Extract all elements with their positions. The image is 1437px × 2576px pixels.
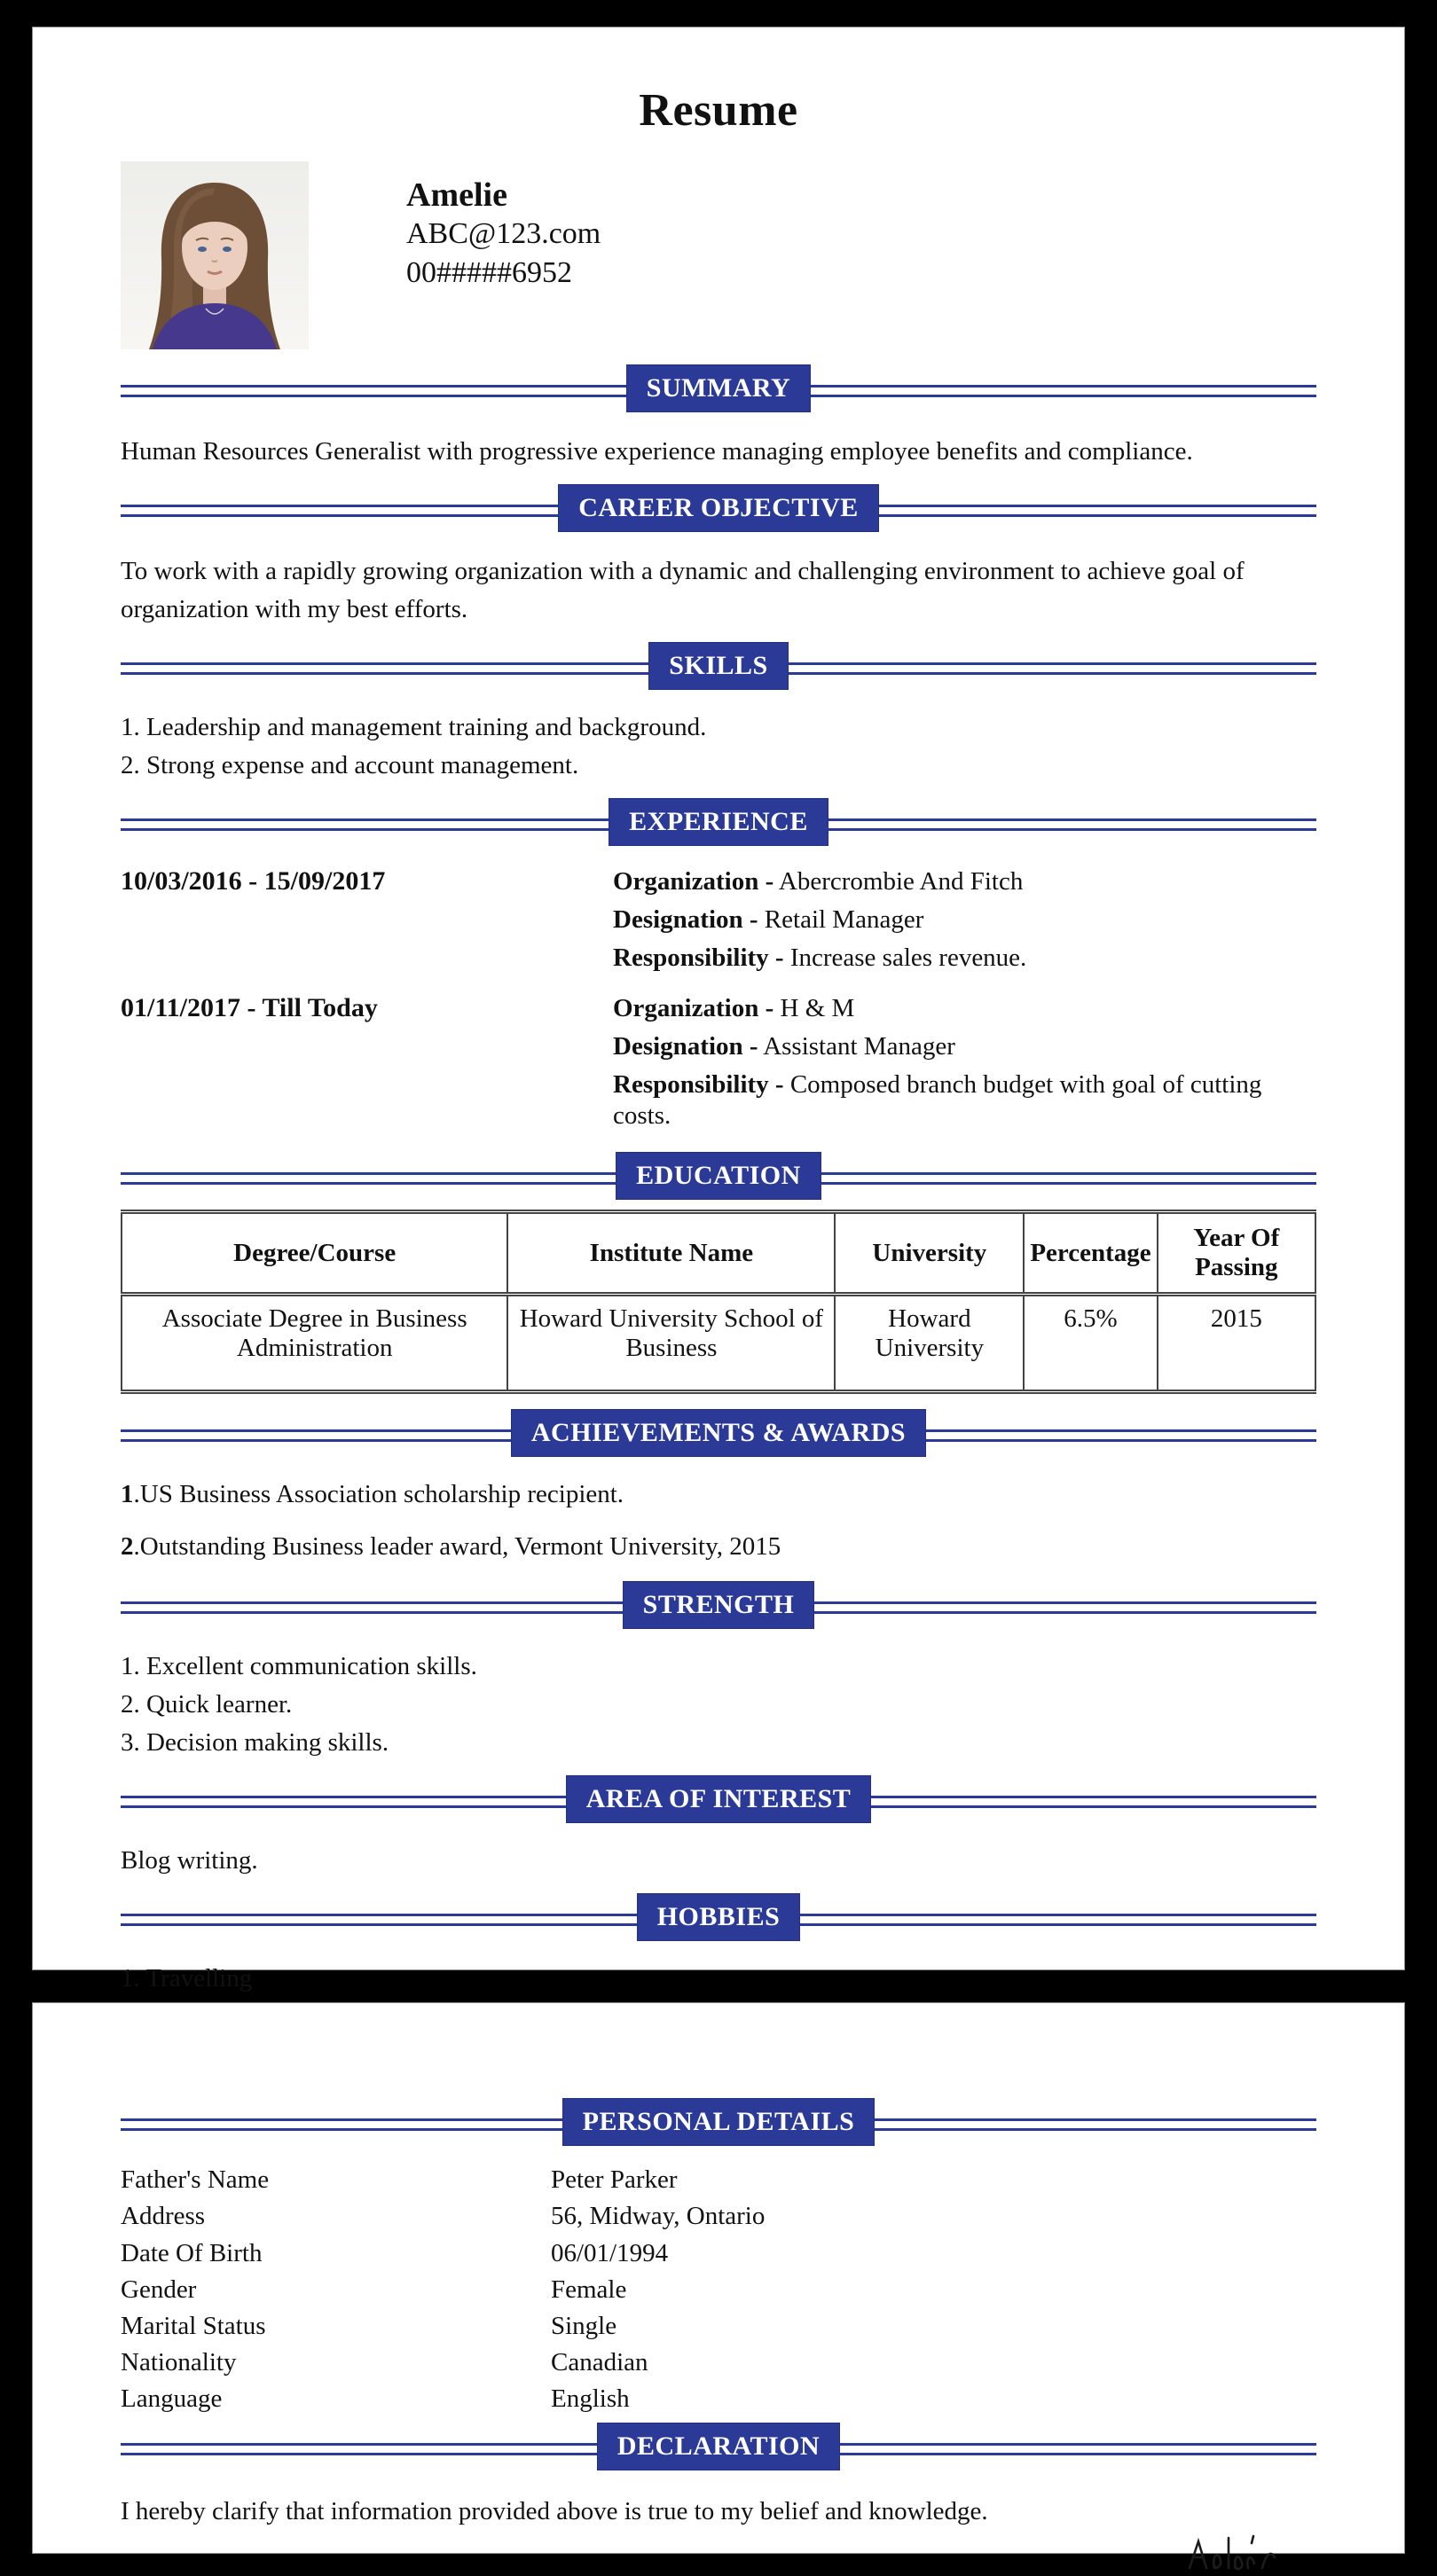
education-data-row bbox=[122, 1295, 1315, 1392]
responsibility-label: Responsibility - bbox=[613, 1070, 784, 1099]
responsibility-label: Responsibility - bbox=[613, 943, 784, 972]
education-header-row bbox=[122, 1212, 1315, 1295]
area-of-interest-text: Blog writing. bbox=[121, 1846, 258, 1875]
section-heading: DECLARATION bbox=[598, 2423, 839, 2470]
personal-detail-row: Gender Female bbox=[121, 2275, 627, 2304]
candidate-phone: 00#####6952 bbox=[406, 256, 572, 289]
education-cell: 2015 bbox=[1158, 1295, 1315, 1392]
section-heading: ACHIEVEMENTS & AWARDS bbox=[512, 1410, 925, 1456]
education-header-cell: Percentage bbox=[1024, 1212, 1157, 1295]
section-personal-details bbox=[121, 2097, 1316, 2147]
hobby-item: 1. Travelling bbox=[121, 1964, 253, 1993]
personal-detail-row: Address 56, Midway, Ontario bbox=[121, 2202, 766, 2230]
section-summary bbox=[121, 364, 1316, 413]
designation-value: Assistant Manager bbox=[763, 1032, 955, 1061]
personal-detail-row: Language English bbox=[121, 2384, 630, 2413]
education-cell: Howard University bbox=[835, 1295, 1024, 1392]
personal-detail-row: Father's Name Peter Parker bbox=[121, 2165, 678, 2194]
section-area-of-interest bbox=[121, 1774, 1316, 1824]
organization-value: Abercrombie And Fitch bbox=[778, 867, 1024, 896]
personal-detail-row: Date Of Birth 06/01/1994 bbox=[121, 2239, 669, 2267]
achievement-item: 2.Outstanding Business leader award, Vermont University, 2015 bbox=[121, 1532, 781, 1561]
section-declaration bbox=[121, 2422, 1316, 2471]
signature bbox=[1184, 2524, 1291, 2576]
section-heading: HOBBIES bbox=[638, 1894, 800, 1940]
section-achievements bbox=[121, 1408, 1316, 1458]
education-cell: 6.5% bbox=[1024, 1295, 1157, 1392]
experience-entry bbox=[121, 866, 1316, 981]
experience-period: 01/11/2017 - Till Today bbox=[121, 993, 378, 1022]
section-heading: PERSONAL DETAILS bbox=[563, 2099, 875, 2145]
section-heading: SUMMARY bbox=[627, 365, 810, 411]
designation-label: Designation - bbox=[613, 905, 758, 934]
skill-item: 2. Strong expense and account management. bbox=[121, 751, 579, 779]
education-header-cell: University bbox=[835, 1212, 1024, 1295]
section-hobbies bbox=[121, 1892, 1316, 1942]
education-table bbox=[121, 1210, 1316, 1394]
resume-page-1 bbox=[32, 27, 1405, 1993]
candidate-email: ABC@123.com bbox=[406, 217, 601, 250]
section-heading: CAREER OBJECTIVE bbox=[559, 485, 878, 531]
personal-detail-row: Marital Status Single bbox=[121, 2312, 617, 2340]
handwritten-signature-icon bbox=[1184, 2524, 1291, 2572]
section-heading: STRENGTH bbox=[624, 1582, 814, 1628]
section-heading: AREA OF INTEREST bbox=[567, 1776, 871, 1822]
section-skills bbox=[121, 641, 1316, 691]
designation-value: Retail Manager bbox=[764, 905, 924, 934]
section-strength bbox=[121, 1580, 1316, 1630]
skill-item: 1. Leadership and management training and background. bbox=[121, 713, 707, 741]
strength-item: 3. Decision making skills. bbox=[121, 1728, 389, 1757]
section-experience bbox=[121, 797, 1316, 847]
education-cell: Associate Degree in Business Administration bbox=[122, 1295, 507, 1392]
education-cell: Howard University School of Business bbox=[507, 1295, 835, 1392]
profile-photo bbox=[121, 161, 309, 349]
section-career-objective bbox=[121, 483, 1316, 533]
section-heading: EXPERIENCE bbox=[609, 799, 828, 845]
responsibility-value: Increase sales revenue. bbox=[789, 943, 1027, 972]
education-header-cell: Degree/Course bbox=[122, 1212, 507, 1295]
contact-block bbox=[406, 161, 601, 349]
strength-item: 2. Quick learner. bbox=[121, 1690, 293, 1719]
organization-value: H & M bbox=[780, 994, 855, 1022]
education-header-cell: Institute Name bbox=[507, 1212, 835, 1295]
personal-detail-row: Nationality Canadian bbox=[121, 2348, 648, 2376]
section-heading: EDUCATION bbox=[616, 1153, 821, 1199]
education-header-cell: Year Of Passing bbox=[1158, 1212, 1315, 1295]
declaration-text: I hereby clarify that information provided above is true to my belief and knowledge. bbox=[121, 2497, 988, 2525]
career-objective-text: To work with a rapidly growing organization with a dynamic and challenging environment to achieve goal of organization with my best efforts. bbox=[121, 557, 1245, 623]
profile-header bbox=[121, 161, 1316, 349]
experience-period: 10/03/2016 - 15/09/2017 bbox=[121, 866, 386, 896]
responsibility-value: Composed branch budget with goal of cutting costs. bbox=[613, 1070, 1262, 1130]
achievement-item: 1.US Business Association scholarship recipient. bbox=[121, 1480, 624, 1508]
experience-entry bbox=[121, 993, 1316, 1139]
organization-label: Organization - bbox=[613, 994, 774, 1022]
summary-text: Human Resources Generalist with progressive experience managing employee benefits and compliance. bbox=[121, 437, 1193, 466]
designation-label: Designation - bbox=[613, 1032, 758, 1061]
resume-page-2 bbox=[32, 2002, 1405, 2554]
section-education bbox=[121, 1151, 1316, 1201]
section-heading: SKILLS bbox=[649, 643, 787, 689]
page-title: Resume bbox=[639, 85, 798, 136]
portrait-photo-icon bbox=[121, 161, 309, 349]
organization-label: Organization - bbox=[613, 867, 774, 896]
strength-item: 1. Excellent communication skills. bbox=[121, 1652, 477, 1680]
candidate-name: Amelie bbox=[406, 176, 507, 214]
